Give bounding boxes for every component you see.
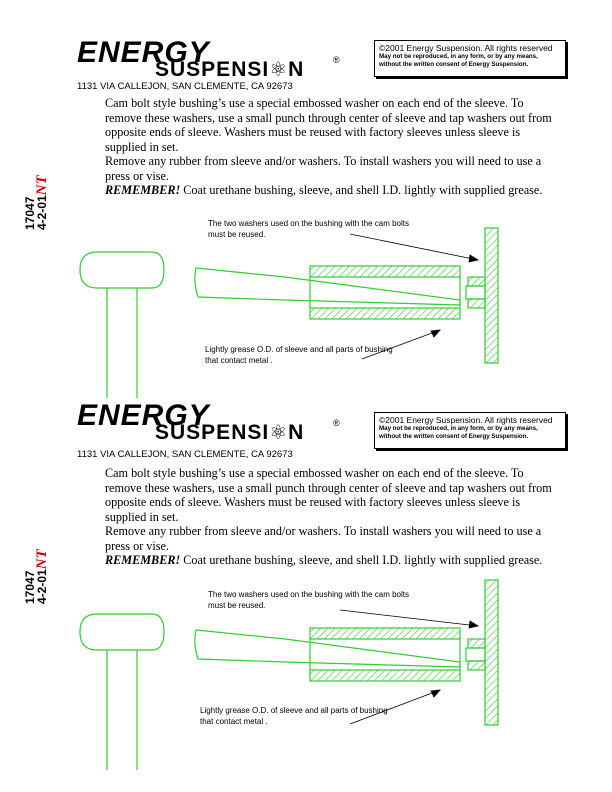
washer-insert [466, 648, 485, 661]
grease-note: Lightly grease O.D. of sleeve and all parts of bushing that contact metal . [205, 345, 393, 365]
washer-hatch-top [468, 277, 485, 286]
revision-date: 4-2-01NT [34, 549, 50, 604]
shell-bottom [310, 670, 460, 681]
hammer-head [80, 614, 164, 650]
washer-note: The two washers used on the bushing with the cam bolts must be reused. [208, 219, 409, 239]
logo-suspension: SUSPENSI⚛N [155, 420, 305, 444]
instruction-paragraph-2: Remove any rubber from sleeve and/or washers. To install washers you will need to use a press or vise. [105, 154, 542, 183]
revision-date: 4-2-01NT [34, 175, 50, 230]
instruction-paragraph-1: Cam bolt style bushing’s use a special embossed washer on each end of the sleeve. To remove these washers, use a small punch through center of sleeve and tap washers out from opposite ends of sleeve. Washers must be reused with factory sleeves unless sleeve is supplied in set. [105, 96, 552, 154]
remember-label: REMEMBER! [105, 183, 181, 197]
washer-insert [466, 286, 485, 299]
washer-flange [485, 580, 498, 725]
part-number: 17047 [23, 570, 37, 604]
initials-signature: NT [34, 175, 50, 196]
copyright-notice: May not be reproduced, in any form, or by any means, without the written consent of Energy Suspension. [379, 53, 538, 68]
instruction-paragraph-3: REMEMBER! Coat urethane bushing, sleeve, and shell I.D. lightly with supplied grease. [105, 183, 543, 197]
washer-flange [485, 228, 498, 363]
instruction-paragraph-1: Cam bolt style bushing’s use a special embossed washer on each end of the sleeve. To remove these washers, use a small punch through center of sleeve and tap washers out from opposite ends of sleeve. Washers must be reused with factory sleeves unless sleeve is supplied in set. [105, 466, 552, 524]
instruction-paragraph-2: Remove any rubber from sleeve and/or washers. To install washers you will need to use a press or vise. [105, 524, 542, 553]
company-address: 1131 VIA CALLEJON, SAN CLEMENTE, CA 92673 [77, 449, 293, 460]
initials-signature: NT [34, 549, 50, 570]
shell-top [310, 628, 460, 639]
hammer-handle [107, 650, 137, 770]
washer-note: The two washers used on the bushing with the cam bolts must be reused. [208, 590, 409, 610]
atom-icon: ⚛ [269, 57, 289, 81]
grease-note: Lightly grease O.D. of sleeve and all parts of bushing that contact metal . [200, 706, 388, 726]
hammer-handle [107, 288, 137, 398]
copyright-text: ©2001 Energy Suspension. All rights reserved [379, 415, 553, 425]
logo-energy: ENERGY [77, 36, 210, 69]
part-number: 17047 [23, 196, 37, 230]
atom-icon: ⚛ [269, 420, 289, 444]
registered-mark: ® [333, 55, 340, 65]
washer-hatch-bottom [468, 661, 485, 670]
remember-label: REMEMBER! [105, 553, 181, 567]
registered-mark: ® [333, 418, 340, 428]
instruction-paragraph-3: REMEMBER! Coat urethane bushing, sleeve, and shell I.D. lightly with supplied grease. [105, 553, 543, 567]
logo-energy: ENERGY [77, 399, 210, 432]
logo-suspension: SUSPENSI⚛N [155, 57, 305, 81]
washer-hatch-bottom [468, 299, 485, 308]
shell-bottom [310, 308, 460, 319]
washer-hatch-top [468, 639, 485, 648]
shell-top [310, 266, 460, 277]
hammer-head [80, 252, 164, 288]
copyright-notice: May not be reproduced, in any form, or by any means, without the written consent of Energy Suspension. [379, 425, 538, 440]
copyright-text: ©2001 Energy Suspension. All rights reserved [379, 43, 553, 53]
arrow-top [340, 610, 478, 626]
company-address: 1131 VIA CALLEJON, SAN CLEMENTE, CA 92673 [77, 81, 293, 92]
